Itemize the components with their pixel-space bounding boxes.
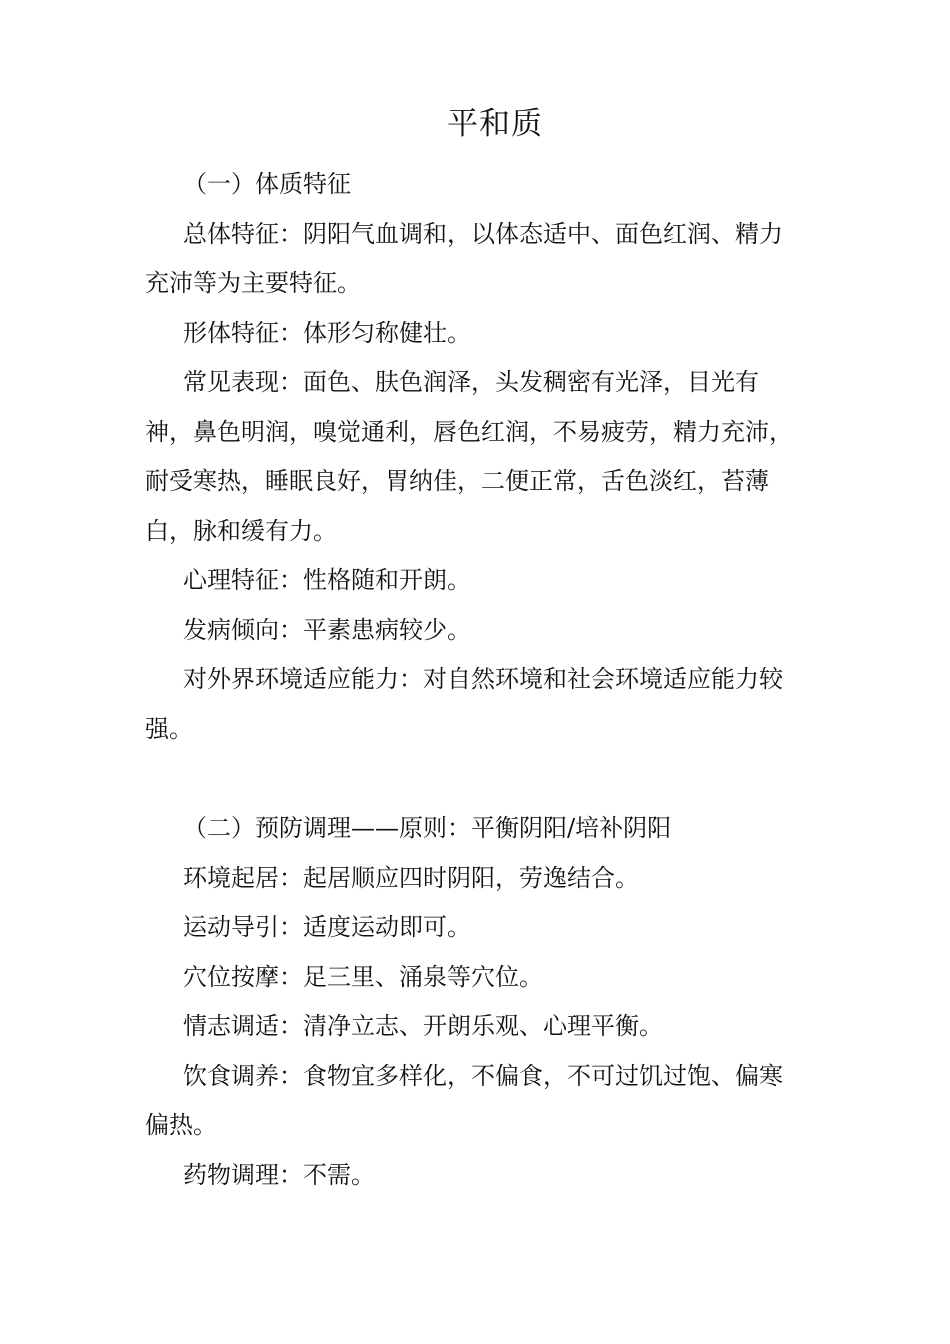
paragraph-acupoint-massage: 穴位按摩：足三里、涌泉等穴位。 — [183, 962, 543, 991]
paragraph-psychological-features: 心理特征：性格随和开朗。 — [183, 566, 471, 594]
section-heading-prevention: （二）预防调理——原则：平衡阴阳/培补阴阳 — [183, 814, 672, 842]
paragraph-body-shape: 形体特征：体形匀称健壮。 — [183, 318, 471, 347]
paragraph-diet: 饮食调养：食物宜多样化，不偏食，不可过饥过饱、偏寒偏热。 — [145, 1061, 783, 1139]
paragraph-exercise: 运动导引：适度运动即可。 — [183, 913, 471, 941]
paragraph-adaptability: 对外界环境适应能力：对自然环境和社会环境适应能力较强。 — [145, 665, 783, 743]
document-title: 平和质 — [447, 106, 543, 142]
document-body — [145, 160, 805, 1200]
section-spacer — [145, 754, 805, 804]
paragraph-common-manifestations: 常见表现：面色、肤色润泽，头发稠密有光泽，目光有神，鼻色明润，嗅觉通利，唇色红润，不易疲劳，精力充沛，耐受寒热，睡眠良好，胃纳佳，二便正常，舌色淡红，苔薄白，脉和缓有力。 — [145, 368, 793, 545]
section-heading-constitution-features: （一）体质特征 — [183, 170, 351, 198]
paragraph-medication: 药物调理：不需。 — [183, 1160, 375, 1189]
paragraph-disease-tendency: 发病倾向：平素患病较少。 — [183, 615, 471, 644]
paragraph-overall-features: 总体特征：阴阳气血调和，以体态适中、面色红润、精力充沛等为主要特征。 — [145, 219, 783, 297]
paragraph-emotional-regulation: 情志调适：清净立志、开朗乐观、心理平衡。 — [183, 1012, 663, 1040]
paragraph-living-environment: 环境起居：起居顺应四时阴阳，劳逸结合。 — [183, 863, 639, 892]
